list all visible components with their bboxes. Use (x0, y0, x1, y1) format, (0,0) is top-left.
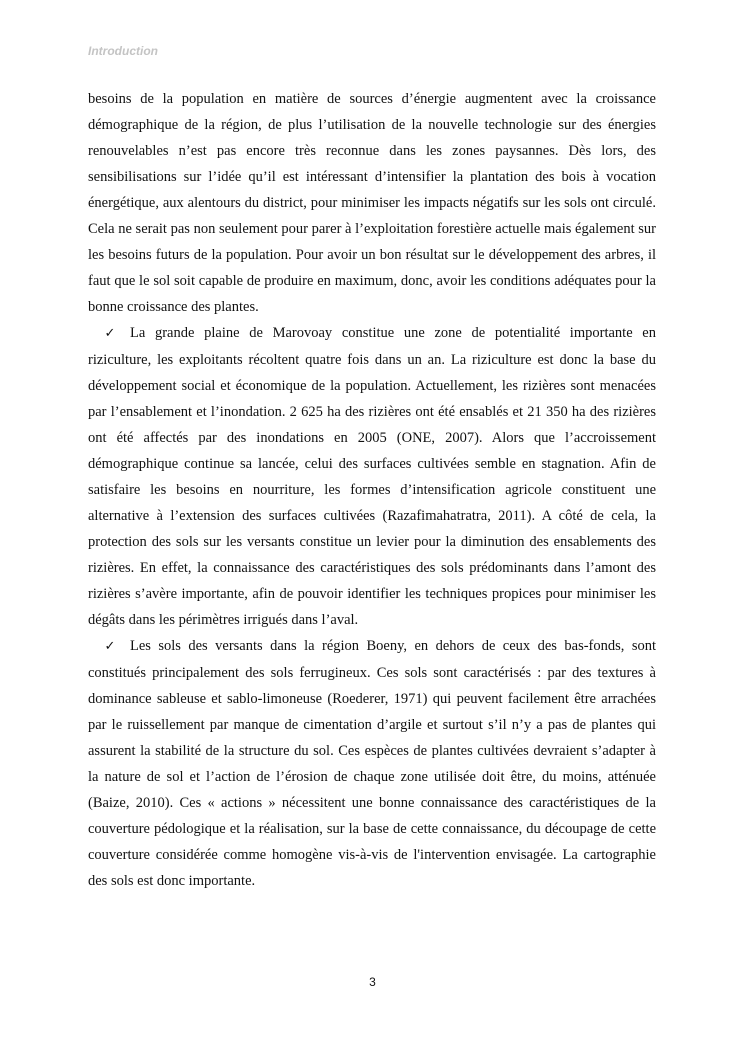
checkmark-icon: ✓ (104, 326, 116, 341)
paragraph-1 (88, 86, 656, 320)
page-number: 3 (369, 975, 376, 989)
checkmark-icon: ✓ (104, 639, 116, 654)
paragraph-1-text: besoins de la population en matière de sources d’énergie augmentent avec la croissance démographique de la région, de plus l’utilisation de la nouvelle technologie sur des énergies renouvelables n’est pas encore très reconnue dans les zones paysannes. Dès lors, des sensibilisations sur l’idée qu’il est intéressant d’intensifier la plantation des bois à vocation énergétique, aux alentours du district, pour minimiser les impacts négatifs sur les sols ont circulé. Cela ne serait pas non seulement pour parer à l’exploitation forestière actuelle mais également sur les besoins futurs de la population. Pour avoir un bon résultat sur le développement des arbres, il faut que le sol soit capable de produire en maximum, donc, avoir les conditions adéquates pour la bonne croissance des plantes. (88, 91, 656, 315)
paragraph-3 (88, 633, 656, 894)
paragraph-3-text: Les sols des versants dans la région Boeny, en dehors de ceux des bas-fonds, sont constitués principalement des sols ferrugineux. Ces sols sont caractérisés : par des textures à dominance sableuse et sablo-limoneuse (Roederer, 1971) qui peuvent facilement être arrachées par le ruissellement par manque de cimentation d’argile et surtout s’il n’y a pas de plantes qui assurent la stabilité de la structure du sol. Ces espèces de plantes cultivées devraient s’adapter à la nature de sol et l’action de l’érosion de chaque zone utilisée doit être, du moins, atténuée (Baize, 2010). Ces « actions » nécessitent une bonne connaissance des caractéristiques de la couverture pédologique et la réalisation, sur la base de cette connaissance, du découpage de cette couverture considérée comme homogène vis-à-vis de l'intervention envisagée. La cartographie des sols est donc importante. (88, 638, 656, 889)
document-body (88, 86, 656, 894)
paragraph-2-text: La grande plaine de Marovoay constitue une zone de potentialité importante en riziculture, les exploitants récoltent quatre fois dans un an. La riziculture est donc la base du développement social et économique de la population. Actuellement, les rizières sont menacées par l’ensablement et l’inondation. 2 625 ha des rizières ont été ensablés et 21 350 ha des rizières ont été affectés par des inondations en 2005 (ONE, 2007). Alors que l’accroissement démographique continue sa lancée, celui des surfaces cultivées semble en stagnation. Afin de satisfaire les besoins en nourriture, les formes d’intensification agricole constituent une alternative à l’extension des surfaces cultivées (Razafimahatratra, 2011). A côté de cela, la protection des sols sur les versants constitue un levier pour la diminution des ensablements des rizières. En effet, la connaissance des caractéristiques des sols prédominants dans l’amont des rizières s’avère importante, afin de pouvoir identifier les techniques propices pour minimiser les dégâts dans les périmètres irrigués dans l’aval. (88, 325, 656, 628)
paragraph-2 (88, 320, 656, 633)
running-header: Introduction (88, 44, 158, 58)
